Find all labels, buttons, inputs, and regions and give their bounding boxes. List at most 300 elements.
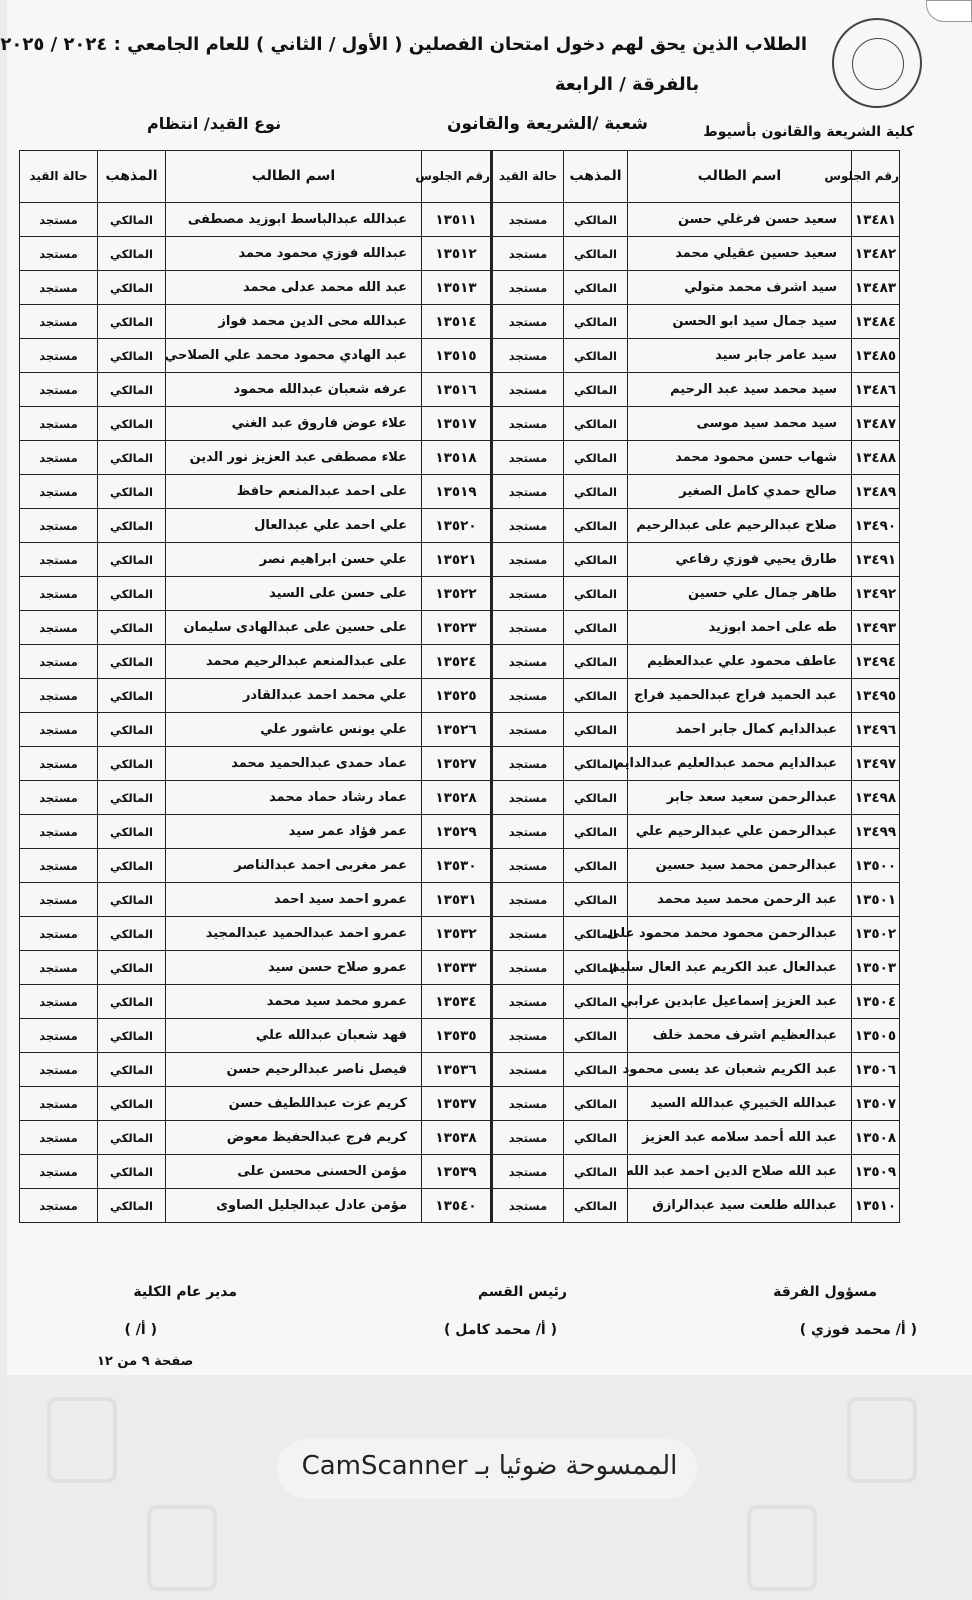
student-name-cell: سعيد حسن فرغلي حسن (628, 203, 852, 237)
table-row (20, 679, 900, 713)
student-name-cell: عمرو احمد عبدالحميد عبدالمجيد (166, 917, 422, 951)
seat-number-cell: ١٣٤٨٨ (852, 441, 900, 475)
seat-number-cell: ١٣٥٠٢ (852, 917, 900, 951)
student-name-cell: عبدالله الخبيري عبدالله السيد (628, 1087, 852, 1121)
background-doc-icon (147, 1505, 217, 1591)
student-name-cell: عبدالعظيم اشرف محمد خلف (628, 1019, 852, 1053)
college-director-name: ( أ/ ) (124, 1322, 157, 1338)
college-director-label: مدير عام الكلية (133, 1284, 237, 1300)
header-seat-number: رقم الجلوس (422, 151, 492, 203)
student-name-cell: عمرو محمد سيد محمد (166, 985, 422, 1019)
seat-number-cell: ١٣٤٨١ (852, 203, 900, 237)
status-cell: مستجد (20, 373, 98, 407)
seat-number-cell: ١٣٥٤٠ (422, 1189, 492, 1223)
seat-number-cell: ١٣٥١٥ (422, 339, 492, 373)
student-name-cell: كريم عزت عبداللطيف حسن (166, 1087, 422, 1121)
seat-number-cell: ١٣٤٩٧ (852, 747, 900, 781)
student-name-cell: علاء مصطفى عبد العزيز نور الدين (166, 441, 422, 475)
student-name-cell: مؤمن عادل عبدالجليل الصاوى (166, 1189, 422, 1223)
student-name-cell: عبد العزيز إسماعيل عابدين عرابي (628, 985, 852, 1019)
table-row (20, 849, 900, 883)
seat-number-cell: ١٣٤٩٦ (852, 713, 900, 747)
student-name-cell: عبدالعال عبد الكريم عبد العال سليم (628, 951, 852, 985)
seat-number-cell: ١٣٥٣٥ (422, 1019, 492, 1053)
student-name-cell: سيد اشرف محمد متولي (628, 271, 852, 305)
status-cell: مستجد (492, 611, 564, 645)
madhhab-cell: المالكي (564, 985, 628, 1019)
table-row (20, 1121, 900, 1155)
seat-number-cell: ١٣٥٢٦ (422, 713, 492, 747)
madhhab-cell: المالكي (98, 271, 166, 305)
status-cell: مستجد (20, 203, 98, 237)
dept-head-name: ( أ/ محمد كامل ) (444, 1322, 557, 1338)
table-row (20, 611, 900, 645)
student-name-cell: عبدالله عبدالباسط ابوزيد مصطفى (166, 203, 422, 237)
madhhab-cell: المالكي (564, 1019, 628, 1053)
madhhab-cell: المالكي (98, 985, 166, 1019)
table-row (20, 1053, 900, 1087)
madhhab-cell: المالكي (98, 339, 166, 373)
table-row (20, 951, 900, 985)
seat-number-cell: ١٣٥٣٦ (422, 1053, 492, 1087)
table-row (20, 203, 900, 237)
student-name-cell: عبدالدايم كمال جابر احمد (628, 713, 852, 747)
status-cell: مستجد (492, 645, 564, 679)
student-name-cell: علي احمد علي عبدالعال (166, 509, 422, 543)
madhhab-cell: المالكي (564, 237, 628, 271)
seat-number-cell: ١٣٤٨٢ (852, 237, 900, 271)
division-label: شعبة /الشريعة والقانون (447, 114, 648, 134)
madhhab-cell: المالكي (98, 679, 166, 713)
seat-number-cell: ١٣٤٩٢ (852, 577, 900, 611)
student-name-cell: عماد رشاد حماد محمد (166, 781, 422, 815)
madhhab-cell: المالكي (98, 373, 166, 407)
table-row (20, 305, 900, 339)
madhhab-cell: المالكي (564, 305, 628, 339)
table-row (20, 271, 900, 305)
seat-number-cell: ١٣٥٢٢ (422, 577, 492, 611)
seat-number-cell: ١٣٥١٤ (422, 305, 492, 339)
signature-names (47, 1322, 927, 1344)
status-cell: مستجد (492, 1087, 564, 1121)
status-cell: مستجد (492, 781, 564, 815)
seat-number-cell: ١٣٤٨٦ (852, 373, 900, 407)
students-table (19, 150, 900, 1223)
status-cell: مستجد (492, 373, 564, 407)
seat-number-cell: ١٣٤٩١ (852, 543, 900, 577)
madhhab-cell: المالكي (98, 951, 166, 985)
seat-number-cell: ١٣٥١٣ (422, 271, 492, 305)
madhhab-cell: المالكي (98, 1087, 166, 1121)
table-header-row (20, 151, 900, 203)
status-cell: مستجد (492, 305, 564, 339)
seat-number-cell: ١٣٥٣٧ (422, 1087, 492, 1121)
scanner-footer (7, 1375, 972, 1600)
enrollment-type-label: نوع القيد/ انتظام (147, 114, 282, 133)
table-row (20, 645, 900, 679)
status-cell: مستجد (20, 543, 98, 577)
madhhab-cell: المالكي (98, 1189, 166, 1223)
faculty-name: كلية الشريعة والقانون بأسيوط (703, 124, 914, 140)
scanner-caption: الممسوحة ضوئيا بـ CamScanner (301, 1451, 678, 1481)
status-cell: مستجد (20, 1189, 98, 1223)
status-cell: مستجد (492, 475, 564, 509)
status-cell: مستجد (20, 713, 98, 747)
student-name-cell: صالح حمدي كامل الصغير (628, 475, 852, 509)
status-cell: مستجد (492, 1155, 564, 1189)
student-name-cell: عبد الهادي محمود محمد علي الصلاحي (166, 339, 422, 373)
student-name-cell: طارق يحيي فوزي رفاعي (628, 543, 852, 577)
seat-number-cell: ١٣٥٢٨ (422, 781, 492, 815)
madhhab-cell: المالكي (98, 509, 166, 543)
seat-number-cell: ١٣٥١٠ (852, 1189, 900, 1223)
seat-number-cell: ١٣٤٨٩ (852, 475, 900, 509)
madhhab-cell: المالكي (564, 407, 628, 441)
status-cell: مستجد (20, 951, 98, 985)
seat-number-cell: ١٣٥٠٠ (852, 849, 900, 883)
madhhab-cell: المالكي (98, 1121, 166, 1155)
status-cell: مستجد (492, 985, 564, 1019)
student-name-cell: عبدالرحمن سعيد سعد جابر (628, 781, 852, 815)
madhhab-cell: المالكي (564, 1121, 628, 1155)
page-number: صفحة ٩ من ١٢ (97, 1354, 194, 1369)
madhhab-cell: المالكي (564, 1189, 628, 1223)
table-row (20, 985, 900, 1019)
seat-number-cell: ١٣٥٣٢ (422, 917, 492, 951)
status-cell: مستجد (20, 1121, 98, 1155)
madhhab-cell: المالكي (98, 849, 166, 883)
seat-number-cell: ١٣٥٠٩ (852, 1155, 900, 1189)
status-cell: مستجد (20, 985, 98, 1019)
status-cell: مستجد (492, 441, 564, 475)
status-cell: مستجد (492, 951, 564, 985)
seat-number-cell: ١٣٤٨٤ (852, 305, 900, 339)
madhhab-cell: المالكي (564, 1053, 628, 1087)
madhhab-cell: المالكي (564, 1155, 628, 1189)
status-cell: مستجد (492, 1121, 564, 1155)
student-name-cell: عبدالله محى الدين محمد فواز (166, 305, 422, 339)
status-cell: مستجد (492, 339, 564, 373)
seat-number-cell: ١٣٥٠٦ (852, 1053, 900, 1087)
class-officer-name: ( أ/ محمد فوزي ) (799, 1322, 917, 1338)
madhhab-cell: المالكي (564, 1087, 628, 1121)
madhhab-cell: المالكي (564, 883, 628, 917)
student-name-cell: على حسين على عبدالهادى سليمان (166, 611, 422, 645)
seat-number-cell: ١٣٥٢٣ (422, 611, 492, 645)
status-cell: مستجد (20, 1087, 98, 1121)
status-cell: مستجد (20, 883, 98, 917)
status-cell: مستجد (20, 1053, 98, 1087)
status-cell: مستجد (20, 441, 98, 475)
header-seat-number: رقم الجلوس (852, 151, 900, 203)
seat-number-cell: ١٣٥٢٠ (422, 509, 492, 543)
status-cell: مستجد (492, 1189, 564, 1223)
status-cell: مستجد (492, 543, 564, 577)
madhhab-cell: المالكي (98, 781, 166, 815)
signature-labels (97, 1284, 877, 1306)
table-row (20, 543, 900, 577)
status-cell: مستجد (20, 1019, 98, 1053)
status-cell: مستجد (492, 509, 564, 543)
seat-number-cell: ١٣٥٢٥ (422, 679, 492, 713)
madhhab-cell: المالكي (564, 849, 628, 883)
status-cell: مستجد (20, 237, 98, 271)
status-cell: مستجد (20, 917, 98, 951)
madhhab-cell: المالكي (564, 645, 628, 679)
seat-number-cell: ١٣٥٢١ (422, 543, 492, 577)
madhhab-cell: المالكي (98, 543, 166, 577)
student-name-cell: طاهر جمال علي حسين (628, 577, 852, 611)
status-cell: مستجد (492, 679, 564, 713)
seat-number-cell: ١٣٤٩٩ (852, 815, 900, 849)
document-subtitle: بالفرقة / الرابعة (554, 74, 700, 95)
student-name-cell: عمر مغربى احمد عبدالناصر (166, 849, 422, 883)
status-cell: مستجد (492, 1019, 564, 1053)
student-name-cell: عبد الله محمد عدلى محمد (166, 271, 422, 305)
table-row (20, 441, 900, 475)
madhhab-cell: المالكي (564, 679, 628, 713)
seat-number-cell: ١٣٥١٨ (422, 441, 492, 475)
madhhab-cell: المالكي (98, 713, 166, 747)
madhhab-cell: المالكي (98, 203, 166, 237)
faculty-seal (832, 18, 922, 108)
student-name-cell: عمرو احمد سيد احمد (166, 883, 422, 917)
header-student-name: اسم الطالب (166, 151, 422, 203)
student-name-cell: على عبدالمنعم عبدالرحيم محمد (166, 645, 422, 679)
madhhab-cell: المالكي (564, 339, 628, 373)
madhhab-cell: المالكي (564, 951, 628, 985)
table-row (20, 373, 900, 407)
status-cell: مستجد (20, 339, 98, 373)
header-madhhab: المذهب (564, 151, 628, 203)
corner-mark (926, 0, 972, 22)
student-name-cell: على حسن على السيد (166, 577, 422, 611)
student-name-cell: عاطف محمود علي عبدالعظيم (628, 645, 852, 679)
madhhab-cell: المالكي (98, 917, 166, 951)
madhhab-cell: المالكي (98, 407, 166, 441)
table-row (20, 713, 900, 747)
madhhab-cell: المالكي (98, 747, 166, 781)
document-title: الطلاب الذين يحق لهم دخول امتحان الفصلين ( الأول / الثاني ) للعام الجامعي : ٢٠٢٤ / ٢٠٢٥ (0, 34, 807, 55)
madhhab-cell: المالكي (564, 917, 628, 951)
seat-number-cell: ١٣٥٠٨ (852, 1121, 900, 1155)
table-row (20, 577, 900, 611)
seat-number-cell: ١٣٥٢٩ (422, 815, 492, 849)
seat-number-cell: ١٣٥٠٣ (852, 951, 900, 985)
seat-number-cell: ١٣٥٣٩ (422, 1155, 492, 1189)
student-name-cell: سيد عامر جابر سيد (628, 339, 852, 373)
student-name-cell: سعيد حسين عقيلي محمد (628, 237, 852, 271)
seat-number-cell: ١٣٥٣٨ (422, 1121, 492, 1155)
table-row (20, 1019, 900, 1053)
status-cell: مستجد (492, 407, 564, 441)
status-cell: مستجد (492, 203, 564, 237)
seat-number-cell: ١٣٤٩٣ (852, 611, 900, 645)
student-name-cell: عرفه شعبان عبدالله محمود (166, 373, 422, 407)
status-cell: مستجد (20, 1155, 98, 1189)
student-name-cell: سيد محمد سيد عبد الرحيم (628, 373, 852, 407)
table-row (20, 781, 900, 815)
student-name-cell: طه على احمد ابوزيد (628, 611, 852, 645)
seat-number-cell: ١٣٥٢٤ (422, 645, 492, 679)
status-cell: مستجد (492, 747, 564, 781)
student-name-cell: عبدالرحمن محمود محمد محمود على (628, 917, 852, 951)
madhhab-cell: المالكي (564, 373, 628, 407)
seat-number-cell: ١٣٤٨٥ (852, 339, 900, 373)
student-name-cell: علي محمد احمد عبدالقادر (166, 679, 422, 713)
seat-number-cell: ١٣٤٨٧ (852, 407, 900, 441)
student-name-cell: سيد جمال سيد ابو الحسن (628, 305, 852, 339)
madhhab-cell: المالكي (98, 577, 166, 611)
seat-number-cell: ١٣٤٨٣ (852, 271, 900, 305)
seat-number-cell: ١٣٥٢٧ (422, 747, 492, 781)
student-name-cell: عبد الله أحمد سلامه عبد العزيز (628, 1121, 852, 1155)
student-name-cell: عمر فؤاد عمر سيد (166, 815, 422, 849)
status-cell: مستجد (20, 475, 98, 509)
seat-number-cell: ١٣٥٠٧ (852, 1087, 900, 1121)
madhhab-cell: المالكي (564, 747, 628, 781)
madhhab-cell: المالكي (564, 441, 628, 475)
seat-number-cell: ١٣٥١٦ (422, 373, 492, 407)
madhhab-cell: المالكي (98, 611, 166, 645)
status-cell: مستجد (20, 679, 98, 713)
student-name-cell: علي حسن ابراهيم نصر (166, 543, 422, 577)
student-name-cell: علاء عوض فاروق عبد الغني (166, 407, 422, 441)
seat-number-cell: ١٣٥٣١ (422, 883, 492, 917)
seat-number-cell: ١٣٤٩٤ (852, 645, 900, 679)
status-cell: مستجد (20, 271, 98, 305)
student-name-cell: كريم فرج عبدالحفيظ معوض (166, 1121, 422, 1155)
student-name-cell: عبدالرحمن علي عبدالرحيم علي (628, 815, 852, 849)
student-name-cell: فيصل ناصر عبدالرحيم حسن (166, 1053, 422, 1087)
table-row (20, 509, 900, 543)
table-row (20, 815, 900, 849)
student-name-cell: عبدالله طلعت سيد عبدالرازق (628, 1189, 852, 1223)
status-cell: مستجد (492, 713, 564, 747)
status-cell: مستجد (492, 815, 564, 849)
status-cell: مستجد (20, 407, 98, 441)
madhhab-cell: المالكي (98, 1053, 166, 1087)
student-name-cell: عبد الله صلاح الدين احمد عبد الله (628, 1155, 852, 1189)
student-name-cell: عبدالرحمن محمد سيد حسين (628, 849, 852, 883)
status-cell: مستجد (492, 577, 564, 611)
table-row (20, 1087, 900, 1121)
status-cell: مستجد (492, 237, 564, 271)
status-cell: مستجد (20, 815, 98, 849)
table-body (20, 203, 900, 1223)
student-name-cell: مؤمن الحسنى محسن على (166, 1155, 422, 1189)
madhhab-cell: المالكي (564, 475, 628, 509)
student-name-cell: عبدالدايم محمد عبدالعليم عبدالدايم (628, 747, 852, 781)
status-cell: مستجد (492, 1053, 564, 1087)
seat-number-cell: ١٣٤٩٨ (852, 781, 900, 815)
header-madhhab: المذهب (98, 151, 166, 203)
student-name-cell: عبدالله فوزي محمود محمد (166, 237, 422, 271)
table-row (20, 883, 900, 917)
header-status: حالة القيد (20, 151, 98, 203)
seat-number-cell: ١٣٥١٧ (422, 407, 492, 441)
status-cell: مستجد (20, 577, 98, 611)
student-name-cell: عبد الحميد فراج عبدالحميد فراج (628, 679, 852, 713)
student-name-cell: عبد الكريم شعبان عد يسى محمود (628, 1053, 852, 1087)
madhhab-cell: المالكي (98, 1155, 166, 1189)
madhhab-cell: المالكي (564, 203, 628, 237)
seat-number-cell: ١٣٥٣٤ (422, 985, 492, 1019)
madhhab-cell: المالكي (564, 577, 628, 611)
status-cell: مستجد (20, 645, 98, 679)
status-cell: مستجد (20, 305, 98, 339)
madhhab-cell: المالكي (98, 475, 166, 509)
madhhab-cell: المالكي (98, 883, 166, 917)
header-status: حالة القيد (492, 151, 564, 203)
student-name-cell: صلاح عبدالرحيم على عبدالرحيم (628, 509, 852, 543)
table-row (20, 339, 900, 373)
background-doc-icon (747, 1505, 817, 1591)
seat-number-cell: ١٣٥٠٤ (852, 985, 900, 1019)
madhhab-cell: المالكي (98, 441, 166, 475)
student-name-cell: عمرو صلاح حسن سيد (166, 951, 422, 985)
madhhab-cell: المالكي (98, 815, 166, 849)
status-cell: مستجد (492, 883, 564, 917)
student-name-cell: على احمد عبدالمنعم حافظ (166, 475, 422, 509)
status-cell: مستجد (492, 849, 564, 883)
status-cell: مستجد (20, 747, 98, 781)
class-officer-label: مسؤول الفرقة (773, 1284, 877, 1300)
madhhab-cell: المالكي (98, 1019, 166, 1053)
madhhab-cell: المالكي (564, 611, 628, 645)
student-name-cell: عبد الرحمن محمد سيد محمد (628, 883, 852, 917)
madhhab-cell: المالكي (564, 713, 628, 747)
madhhab-cell: المالكي (564, 271, 628, 305)
seat-number-cell: ١٣٥١٩ (422, 475, 492, 509)
status-cell: مستجد (20, 781, 98, 815)
madhhab-cell: المالكي (98, 237, 166, 271)
table-row (20, 747, 900, 781)
table-row (20, 917, 900, 951)
student-name-cell: عماد حمدى عبدالحميد محمد (166, 747, 422, 781)
seat-number-cell: ١٣٥٠٥ (852, 1019, 900, 1053)
madhhab-cell: المالكي (564, 815, 628, 849)
status-cell: مستجد (20, 611, 98, 645)
table-row (20, 237, 900, 271)
madhhab-cell: المالكي (98, 645, 166, 679)
status-cell: مستجد (20, 849, 98, 883)
status-cell: مستجد (20, 509, 98, 543)
student-name-cell: سيد محمد سيد موسى (628, 407, 852, 441)
madhhab-cell: المالكي (564, 781, 628, 815)
table-row (20, 1155, 900, 1189)
student-name-cell: شهاب حسن محمود محمد (628, 441, 852, 475)
seat-number-cell: ١٣٥٣٠ (422, 849, 492, 883)
seat-number-cell: ١٣٤٩٠ (852, 509, 900, 543)
madhhab-cell: المالكي (98, 305, 166, 339)
seat-number-cell: ١٣٥١١ (422, 203, 492, 237)
status-cell: مستجد (492, 271, 564, 305)
seat-number-cell: ١٣٥٣٣ (422, 951, 492, 985)
student-name-cell: فهد شعبان عبدالله علي (166, 1019, 422, 1053)
madhhab-cell: المالكي (564, 509, 628, 543)
header-student-name: اسم الطالب (628, 151, 852, 203)
seat-number-cell: ١٣٥٠١ (852, 883, 900, 917)
dept-head-label: رئيس القسم (477, 1284, 567, 1300)
student-name-cell: علي يونس عاشور علي (166, 713, 422, 747)
madhhab-cell: المالكي (564, 543, 628, 577)
table-row (20, 1189, 900, 1223)
status-cell: مستجد (492, 917, 564, 951)
table-row (20, 407, 900, 441)
table-row (20, 475, 900, 509)
seat-number-cell: ١٣٤٩٥ (852, 679, 900, 713)
